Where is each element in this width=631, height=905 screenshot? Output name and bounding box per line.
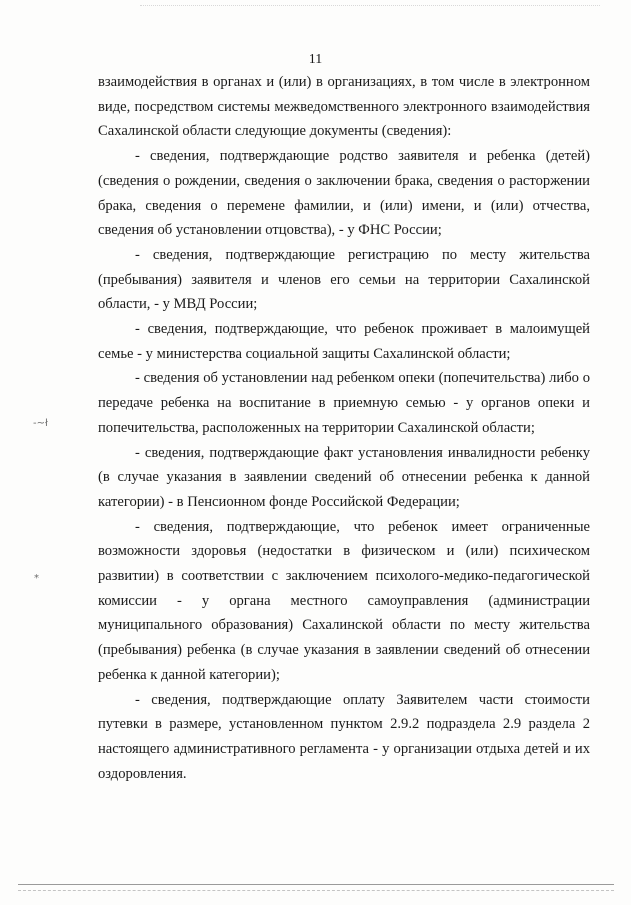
paragraph-guardianship-info: - сведения об установлении над ребенком опеки (попечительства) либо о передаче ребенка на воспитание в приемную семью - у органов опеки и попечительства, расположенных на территории Сахалинской области; bbox=[98, 370, 590, 436]
page-number: 11 bbox=[308, 52, 323, 67]
document-body bbox=[98, 70, 590, 786]
paragraph-health-limitations-info: - сведения, подтверждающие, что ребенок имеет ограниченные возможности здоровья (недостатки в физическом и (или) психическом развитии) в соответствии с заключением психолого-медико-педагогической комиссии - у органа местного самоуправления (администрации муниципального образования) Сахалинской области по месту жительства (пребывания) ребенка (в случае указания в заявлении сведений об отнесении ребенка к данной категории); bbox=[98, 518, 590, 683]
paragraph-low-income-info: - сведения, подтверждающие, что ребенок проживает в малоимущей семье - у министерства социальной защиты Сахалинской области; bbox=[98, 321, 590, 362]
scan-edge-line bbox=[140, 5, 600, 6]
bottom-rule-secondary bbox=[18, 890, 614, 891]
paragraph-payment-info: - сведения, подтверждающие оплату Заявителем части стоимости путевки в размере, установленном пунктом 2.9.2 подраздела 2.9 раздела 2 настоящего административного регламента - у организации отдыха детей и их оздоровления. bbox=[98, 691, 590, 782]
paragraph-kinship-info: - сведения, подтверждающие родство заявителя и ребенка (детей) (сведения о рождении, сведения о заключении брака, сведения о расторжении брака, сведения о перемене фамилии, и (или) имени, и (или) отчества, сведения об установлении отцовства), - у ФНС России; bbox=[98, 148, 590, 239]
scan-mark: * bbox=[34, 573, 39, 584]
bottom-rule bbox=[18, 884, 614, 885]
paragraph-registration-info: - сведения, подтверждающие регистрацию по месту жительства (пребывания) заявителя и членов его семьи на территории Сахалинской области, - у МВД России; bbox=[98, 246, 590, 313]
scan-mark: -~ł bbox=[33, 418, 48, 429]
paragraph-disability-info: - сведения, подтверждающие факт установления инвалидности ребенку (в случае указания в заявлении сведений об отнесении ребенка к данной категории) - в Пенсионном фонде Российской Федерации; bbox=[98, 444, 590, 510]
paragraph-continuation: взаимодействия в органах и (или) в организациях, в том числе в электронном виде, посредством системы межведомственного электронного взаимодействия Сахалинской области следующие документы (сведения): bbox=[98, 74, 590, 140]
